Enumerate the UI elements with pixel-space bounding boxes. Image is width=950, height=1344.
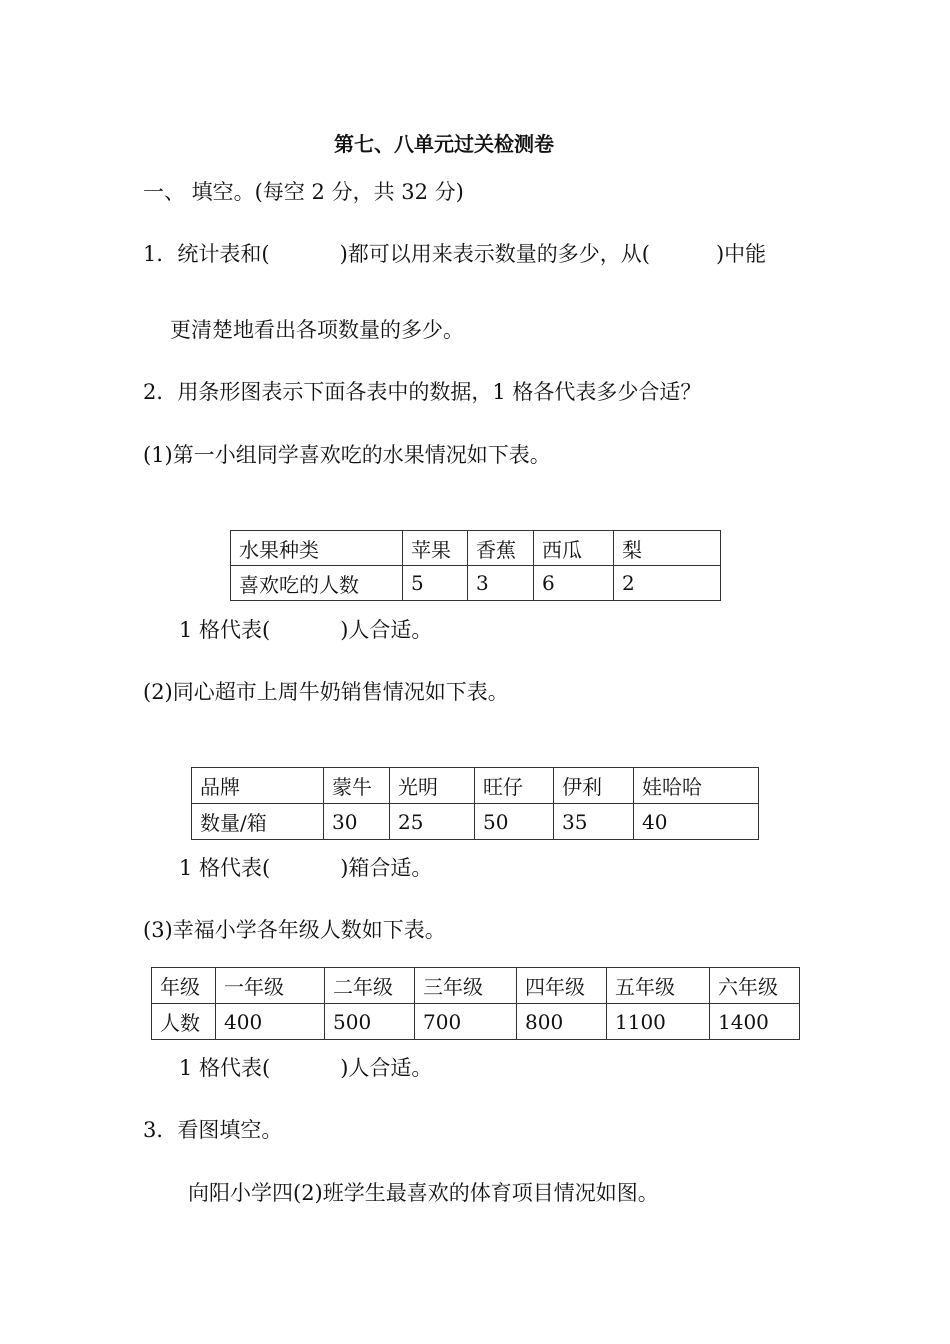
- answer-prefix: 1 格代表(: [179, 1056, 271, 1080]
- table-header-cell: 水果种类: [231, 531, 403, 566]
- answer-suffix: )人合适。: [340, 1056, 433, 1080]
- table-header-cell: 四年级: [517, 968, 607, 1004]
- table-header-cell: 二年级: [325, 968, 415, 1004]
- question-1-text-a: 1．统计表和(: [143, 242, 270, 266]
- question-1-line-2: 更清楚地看出各项数量的多少。: [170, 318, 464, 342]
- question-1-text-b: )都可以用来表示数量的多少，从(: [339, 242, 650, 266]
- table-cell: 50: [475, 804, 554, 840]
- question-1-text-c: )中能: [715, 242, 767, 266]
- question-2-stem: 2．用条形图表示下面各表中的数据，1 格各代表多少合适？: [143, 380, 702, 404]
- table-cell: 2: [614, 566, 721, 601]
- question-3-stem: 3．看图填空。: [143, 1118, 283, 1142]
- table-cell: 40: [634, 804, 759, 840]
- table-header-cell: 香蕉: [468, 531, 534, 566]
- table-cell: 500: [325, 1004, 415, 1040]
- question-2-1-label: (1)第一小组同学喜欢吃的水果情况如下表。: [143, 443, 551, 467]
- table-header-cell: 苹果: [403, 531, 468, 566]
- table-row: [192, 804, 759, 840]
- table-cell: 700: [415, 1004, 517, 1040]
- question-2-3-label: (3)幸福小学各年级人数如下表。: [143, 918, 446, 942]
- table-row: [152, 968, 800, 1004]
- table-cell: 喜欢吃的人数: [231, 566, 403, 601]
- question-2-1-answer: [179, 616, 432, 644]
- table-cell: 6: [534, 566, 614, 601]
- table-cell: 800: [517, 1004, 607, 1040]
- table-cell: 3: [468, 566, 534, 601]
- table-cell: 35: [554, 804, 634, 840]
- table-row: [231, 531, 721, 566]
- milk-sales-table: [191, 767, 759, 840]
- table-cell: 30: [324, 804, 390, 840]
- question-2-2-answer: [179, 854, 432, 882]
- table-cell: 数量/箱: [192, 804, 324, 840]
- question-3-intro: 向阳小学四(2)班学生最喜欢的体育项目情况如图。: [188, 1181, 659, 1205]
- table-header-cell: 五年级: [607, 968, 710, 1004]
- table-cell: 人数: [152, 1004, 216, 1040]
- table-header-cell: 西瓜: [534, 531, 614, 566]
- table-cell: 400: [216, 1004, 325, 1040]
- answer-suffix: )人合适。: [340, 618, 433, 642]
- page-title: 第七、八单元过关检测卷: [334, 132, 554, 156]
- section-heading: 一、 填空。(每空 2 分，共 32 分): [143, 180, 464, 204]
- question-2-3-answer: [179, 1054, 432, 1082]
- answer-prefix: 1 格代表(: [179, 856, 271, 880]
- question-1-line-1: [143, 240, 766, 268]
- table-header-cell: 光明: [390, 768, 475, 804]
- table-row: [231, 566, 721, 601]
- table-header-cell: 三年级: [415, 968, 517, 1004]
- table-header-cell: 品牌: [192, 768, 324, 804]
- table-header-cell: 一年级: [216, 968, 325, 1004]
- table-header-cell: 旺仔: [475, 768, 554, 804]
- table-header-cell: 梨: [614, 531, 721, 566]
- table-cell: 25: [390, 804, 475, 840]
- grade-population-table: [151, 967, 800, 1040]
- table-header-cell: 六年级: [710, 968, 800, 1004]
- fruit-table: [230, 530, 721, 601]
- table-row: [152, 1004, 800, 1040]
- question-2-2-label: (2)同心超市上周牛奶销售情况如下表。: [143, 680, 509, 704]
- table-header-cell: 蒙牛: [324, 768, 390, 804]
- table-cell: 1100: [607, 1004, 710, 1040]
- table-row: [192, 768, 759, 804]
- answer-suffix: )箱合适。: [340, 856, 433, 880]
- table-header-cell: 娃哈哈: [634, 768, 759, 804]
- table-cell: 5: [403, 566, 468, 601]
- table-cell: 1400: [710, 1004, 800, 1040]
- table-header-cell: 年级: [152, 968, 216, 1004]
- table-header-cell: 伊利: [554, 768, 634, 804]
- answer-prefix: 1 格代表(: [179, 618, 271, 642]
